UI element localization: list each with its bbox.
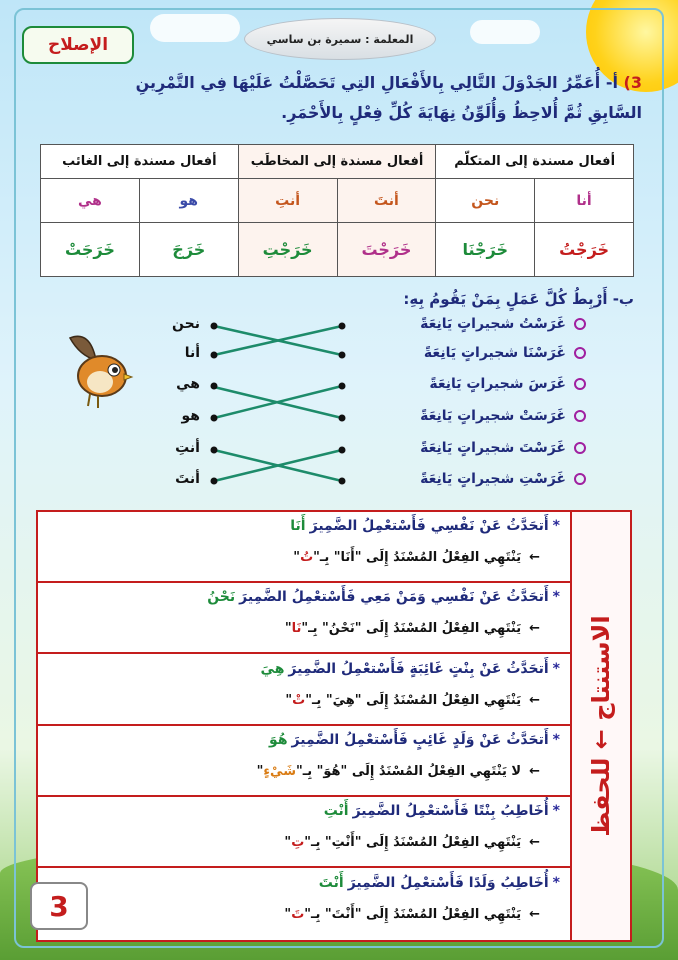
conclusion-rule: [38, 512, 570, 583]
question-number: 3): [623, 73, 642, 92]
sentence-text: غَرَسَ شجيراتٍ يَانِعَةً: [429, 376, 566, 392]
rule-quote: ": [284, 621, 292, 637]
arrow-left-icon: ←: [529, 550, 540, 565]
sentence-item: [386, 440, 586, 456]
bullet-icon: [574, 378, 586, 390]
rule-statement: [319, 875, 560, 891]
table-header: أفعال مسندة إلى الغائب: [41, 145, 239, 179]
pronoun-cell: هو: [139, 179, 238, 223]
rule-quote: ": [256, 763, 264, 779]
pronoun-item: أنتَ: [175, 471, 200, 487]
question-part-a-line2: السَّابِقِ ثُمَّ أُلاحِظُ وَأُلَوِّنُ نِهَايَةَ كُلِّ فِعْلٍ بِالأَحْمَرِ.: [281, 103, 642, 122]
sentence-text: غَرَسَتْ شجيراتٍ يَانِعَةً: [420, 408, 566, 424]
rule-text: أَتحَدَّثُ عَنْ نَفْسِي وَمَنْ مَعِي فَأَسْتعْمِلُ الضَّمِيرَ: [239, 589, 549, 606]
table-header: أفعال مسندة إلى المتكلّم: [436, 145, 634, 179]
rule-pronoun: نَحْنُ: [207, 589, 236, 606]
star-icon: *: [552, 589, 560, 606]
verb-cell: خَرَجَ: [139, 223, 238, 277]
bullet-icon: [574, 318, 586, 330]
star-icon: *: [552, 660, 560, 677]
rule-pronoun: أَنْتَ: [318, 874, 344, 891]
conclusion-title: الاستنتاج ← للحفظ: [587, 615, 615, 837]
rule-quote: ": [293, 550, 301, 565]
pronoun-item: هي: [176, 376, 200, 392]
rule-pronoun: هِيَ: [260, 660, 285, 677]
rule-text: أَتحَدَّثُ عَنْ وَلَدٍ غَائِبٍ فَأَسْتعْمِلُ الضَّمِيرَ: [291, 731, 549, 748]
rule-text: أَتحَدَّثُ عَنْ نَفْسِي فَأَسْتعْمِلُ الضَّمِيرَ: [309, 518, 549, 534]
star-icon: *: [552, 803, 560, 820]
pronoun-item: أنتِ: [175, 440, 200, 456]
rule-conclusion: [285, 693, 540, 708]
rule-statement: [324, 803, 560, 819]
sentence-text: غَرَسْتَ شجيراتٍ يَانِعَةً: [420, 440, 566, 456]
pronoun-cell: أنتِ: [238, 179, 337, 223]
conclusion-rule: [38, 726, 570, 797]
pronoun-cell: هي: [41, 179, 140, 223]
verb-cell: خَرَجَتْ: [41, 223, 140, 277]
rule-ending: شَيْءٍ: [263, 763, 296, 779]
rule-quote: ": [285, 692, 293, 708]
table-header: أفعال مسندة إلى المخاطَب: [238, 145, 436, 179]
bullet-icon: [574, 347, 586, 359]
rule-ending: نَا: [291, 621, 302, 637]
sentence-item: [386, 408, 586, 424]
rule-conclusion: [285, 621, 540, 636]
rule-pronoun: أَنْتِ: [323, 803, 349, 820]
star-icon: *: [552, 874, 560, 891]
pronoun-item: أنا: [184, 345, 200, 361]
rule-conclusion-text: يَنْتَهِي الفِعْلُ المُسْنَدُ إِلَى "أَنَا" بِـ": [313, 550, 522, 565]
rule-statement: [290, 518, 560, 534]
arrow-left-icon: ←: [529, 835, 540, 851]
verb-cell: خَرَجْتُ: [535, 223, 634, 277]
star-icon: *: [552, 518, 560, 534]
arrow-left-icon: ←: [529, 621, 540, 637]
rule-conclusion-text: يَنْتَهِي الفِعْلُ المُسْنَدُ إِلَى "أَنْتَ" بِـ": [304, 906, 522, 922]
rule-ending: تَ: [291, 906, 305, 922]
rule-pronoun: هُوَ: [269, 731, 288, 748]
rule-conclusion: [293, 550, 540, 565]
bullet-icon: [574, 473, 586, 485]
rule-statement: [261, 661, 560, 677]
rule-text: أَتحَدَّثُ عَنْ بِنْتٍ غَائِبَةٍ فَأَسْتعْمِلُ الضَّمِيرَ: [288, 660, 549, 677]
rule-conclusion: [257, 764, 540, 779]
question-heading: [42, 68, 642, 128]
rule-conclusion-text: لا يَنْتَهِي الفِعْلُ المُسْنَدُ إِلَى "هُوَ" بِـ": [295, 763, 522, 779]
verb-cell: خَرَجْتَ: [337, 223, 436, 277]
rule-conclusion-text: يَنْتَهِي الفِعْلُ المُسْنَدُ إِلَى "هِيَ" بِـ": [305, 692, 522, 708]
sentence-text: غَرَسْتِ شجيراتٍ يَانِعَةً: [420, 471, 566, 487]
arrow-left-icon: ←: [529, 763, 540, 779]
rule-statement: [207, 589, 560, 605]
sentence-text: غَرَسْتُ شجيراتٍ يَانِعَةً: [420, 316, 566, 332]
rule-quote: ": [284, 835, 292, 851]
arrow-left-icon: ←: [529, 692, 540, 708]
conclusion-rule: [38, 869, 570, 940]
star-icon: *: [552, 731, 560, 748]
pronoun-cell: أنتَ: [337, 179, 436, 223]
rule-statement: [269, 732, 560, 748]
part-b-instruction: ب- أَرْبِطُ كُلَّ عَمَلٍ بِمَنْ يَقُومُ بِهِ:: [403, 290, 634, 308]
rule-conclusion-text: يَنْتَهِي الفِعْلُ المُسْنَدُ إِلَى "أَنْتِ" بِـ": [304, 835, 522, 851]
conclusion-rule: [38, 583, 570, 654]
conclusion-rule: [38, 655, 570, 726]
teacher-label: المعلمة : سميرة بن ساسي: [244, 18, 436, 60]
bullet-icon: [574, 442, 586, 454]
rule-ending: تِ: [291, 835, 305, 851]
bird-icon: [50, 330, 136, 416]
verb-cell: خَرَجْنَا: [436, 223, 535, 277]
sentence-item: [386, 316, 586, 332]
page-number: 3: [30, 882, 88, 930]
sentence-item: [386, 376, 586, 392]
bullet-icon: [574, 410, 586, 422]
verb-cell: خَرَجْتِ: [238, 223, 337, 277]
conclusion-sidebar: [570, 512, 630, 940]
rule-pronoun: أَنَا: [290, 518, 306, 534]
rule-ending: تُ: [300, 550, 314, 565]
sentence-item: [386, 471, 586, 487]
rule-conclusion: [284, 907, 540, 922]
rule-conclusion-text: يَنْتَهِي الفِعْلُ المُسْنَدُ إِلَى "نَحْنُ" بِـ": [301, 621, 522, 637]
pronoun-cell: نحن: [436, 179, 535, 223]
rule-conclusion: [284, 835, 540, 850]
rule-text: أُخَاطِبُ وَلَدًا فَأَسْتعْمِلُ الضَّمِيرَ: [347, 874, 549, 891]
conjugation-table: [40, 144, 634, 277]
sentence-item: [386, 345, 586, 361]
correction-label: الإصلاح: [22, 26, 134, 64]
rule-text: أُخَاطِبُ بِنْتًا فَأَسْتعْمِلُ الضَّمِيرَ: [352, 803, 549, 820]
conclusion-rule: [38, 797, 570, 868]
rule-quote: ": [284, 906, 292, 922]
pronoun-item: نحن: [172, 316, 200, 332]
pronoun-item: هو: [181, 408, 200, 424]
question-part-a: أ- أُعَمِّرُ الجَدْوَلَ التَّالِي بِالأَفْعَالِ التِي تَحَصَّلْتُ عَلَيْهَا فِي التَّمْرِينِ: [135, 73, 618, 92]
rule-ending: تْ: [292, 692, 306, 708]
pronoun-cell: أنا: [535, 179, 634, 223]
sentence-text: غَرَسْنَا شجيراتٍ يَانِعَةً: [423, 345, 566, 361]
arrow-left-icon: ←: [529, 906, 540, 922]
